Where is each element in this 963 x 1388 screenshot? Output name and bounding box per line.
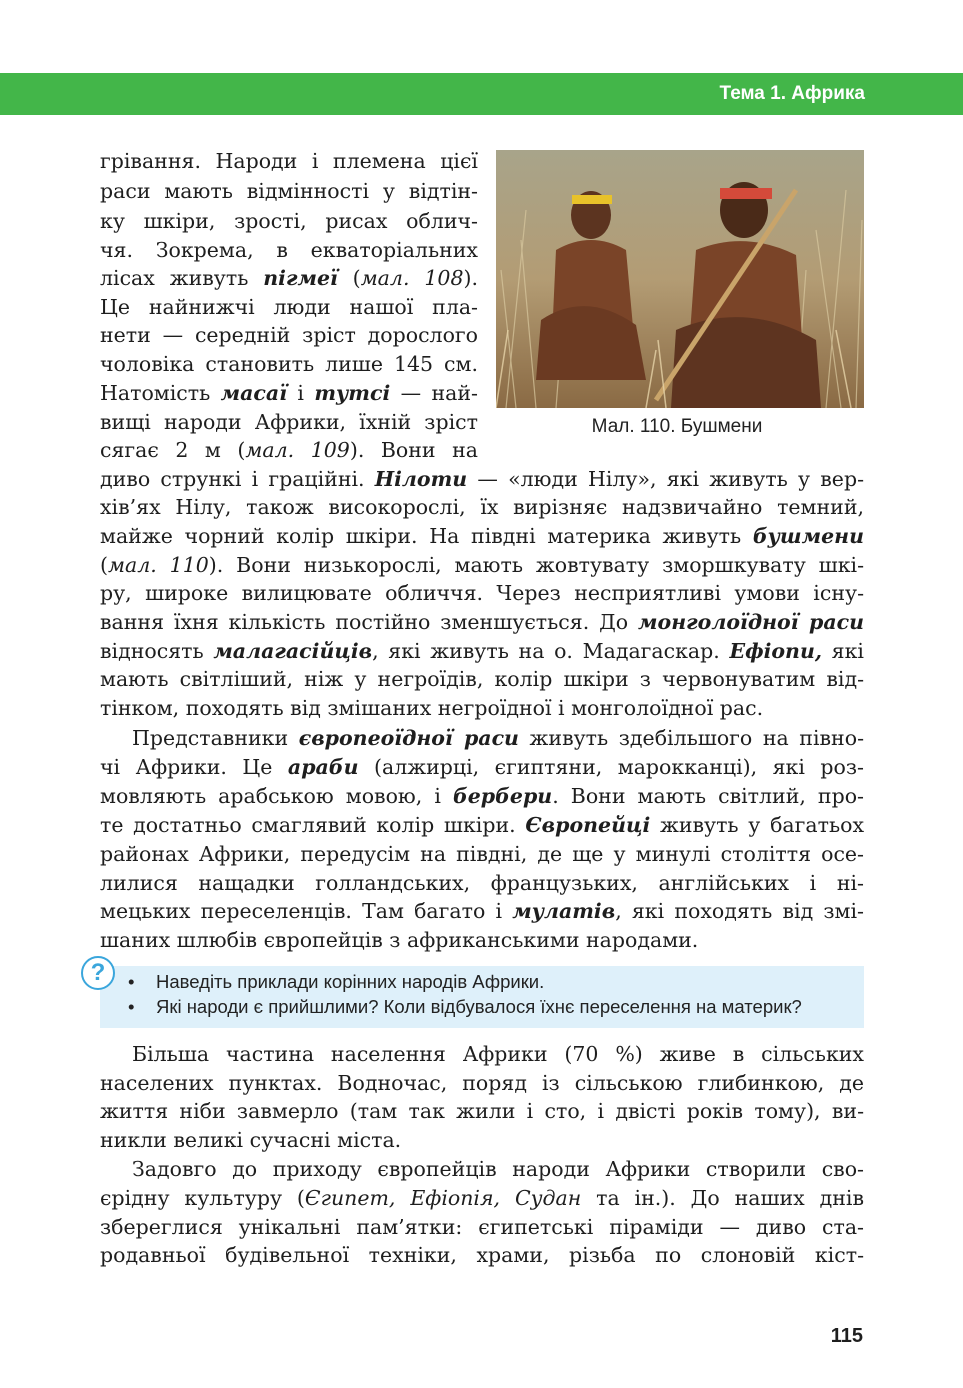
text-line: мовляють арабською мовою, і бербери. Вони мають світлий, про- — [100, 784, 864, 808]
text-line: чі Африки. Це араби (алжирці, єгиптяни, марокканці), які роз- — [100, 755, 864, 779]
text-line: збереглися унікальні пам’ятки: єгипетські піраміди — диво ста- — [100, 1215, 864, 1239]
text-line: вищі народи Африки, їхній зріст — [100, 410, 478, 434]
text-line: мецьких переселенців. Там багато і мулатів, які походять від змі- — [100, 899, 864, 923]
term-nilotes: Нілоти — [374, 467, 468, 491]
text-line: (мал. 110). Вони низькорослі, мають жовтувату зморшкувату шкі- — [100, 553, 864, 577]
text-line: Це найнижчі люди нашої пла- — [100, 295, 478, 319]
bushmen-photo — [496, 150, 864, 408]
text-line: родавньої будівельної техніки, храми, різьба по слоновій кіст- — [100, 1243, 864, 1267]
term-pygmies: пігмеї — [263, 266, 338, 290]
text-line: лилися нащадки голландських, французьких, англійських і ні- — [100, 871, 864, 895]
term-mulattoes: мулатів — [512, 899, 616, 923]
text-line: районах Африки, передусім на півдні, де ще у минулі століття осе- — [100, 842, 864, 866]
text-line: населених пунктах. Водночас, поряд із сільською глибинкою, де — [100, 1071, 864, 1095]
text-line: єрідну культуру (Єгипет, Ефіопія, Судан та ін.). До наших днів — [100, 1186, 864, 1210]
text-line: те достатньо смаглявий колір шкіри. Європейці живуть у багатьох — [100, 813, 865, 837]
term-europeans: Європейці — [525, 813, 651, 837]
text-line: Представники європеоїдної раси живуть здебільшого на півно- — [132, 726, 864, 750]
text-line: чя. Зокрема, в екваторіальних — [100, 238, 478, 262]
question-mark-icon: ? — [81, 956, 115, 990]
countries-list: Єгипет, Ефіопія, Судан — [304, 1186, 582, 1210]
term-tutsi: тутсі — [314, 381, 391, 405]
text-line: тінком, походять від змішаних негроїдної і монголоїдної рас. — [100, 696, 764, 720]
text-line: лісах живуть пігмеї (мал. 108). — [100, 266, 479, 290]
text-line: ру, широке вилицювате обличчя. Через несприятливі умови існу- — [100, 581, 864, 605]
text-line: майже чорний колір шкіри. На півдні материка живуть бушмени — [100, 524, 864, 548]
chapter-title: Тема 1. Африка — [719, 83, 865, 104]
chapter-header-bar — [0, 73, 963, 115]
text-line: життя ніби завмерло (там так жили і сто, і двісті років тому), ви- — [100, 1099, 864, 1123]
term-ethiopians: Ефіопи, — [729, 639, 822, 663]
text-line: диво стрункі і граційні. Нілоти — «люди Нілу», які живуть у вер- — [100, 467, 864, 491]
text-line: Більша частина населення Африки (70 %) живе в сільських — [132, 1042, 864, 1066]
text-line: сягає 2 м (мал. 109). Вони на — [100, 438, 478, 462]
term-arabs: араби — [287, 755, 359, 779]
text-line: шаних шлюбів європейців з африканськими народами. — [100, 928, 699, 952]
term-europeoid-race: європеоїдної раси — [298, 726, 519, 750]
text-line: ку шкіри, зрості, рисах облич- — [100, 209, 478, 233]
term-mongoloid-race: монголоїдної раси — [638, 610, 865, 634]
text-line: Задовго до приходу європейців народи Африки створили сво- — [132, 1157, 864, 1181]
figure-caption: Мал. 110. Бушмени — [591, 416, 763, 437]
text-line: грівання. Народи і племена цієї — [100, 149, 478, 173]
text-line: никли великі сучасні міста. — [100, 1128, 402, 1152]
question-item: • Які народи є прийшлими? Коли відбувалося їхнє переселення на материк? — [128, 996, 802, 1017]
text-line: хів’ях Нілу, також високорослі, їх вирізняє надзвичайно темний, — [100, 495, 864, 519]
term-berbers: бербери — [452, 784, 553, 808]
text-line: мають світліший, ніж у негроїдів, колір шкіри з червонуватим від- — [100, 667, 864, 691]
text-line: відносять малагасійців, які живуть на о. Мадагаскар. Ефіопи, які — [100, 639, 864, 663]
bushmen-illustration — [496, 150, 864, 408]
page-number: 115 — [830, 1325, 863, 1347]
question-item: • Наведіть приклади корінних народів Африки. — [128, 971, 545, 992]
term-masai: масаї — [220, 381, 287, 405]
text-line: раси мають відмінності у відтін- — [100, 179, 478, 203]
text-line: Натомість масаї і тутсі — най- — [100, 381, 478, 405]
text-line: чоловіка становить лише 145 см. — [100, 352, 478, 376]
text-line: вання їхня кількість постійно зменшується. До монголоїдної раси — [100, 610, 865, 634]
term-malagasy: малагасійців — [213, 639, 373, 663]
text-line: нети — середній зріст дорослого — [100, 323, 478, 347]
term-bushmen: бушмени — [752, 524, 864, 548]
